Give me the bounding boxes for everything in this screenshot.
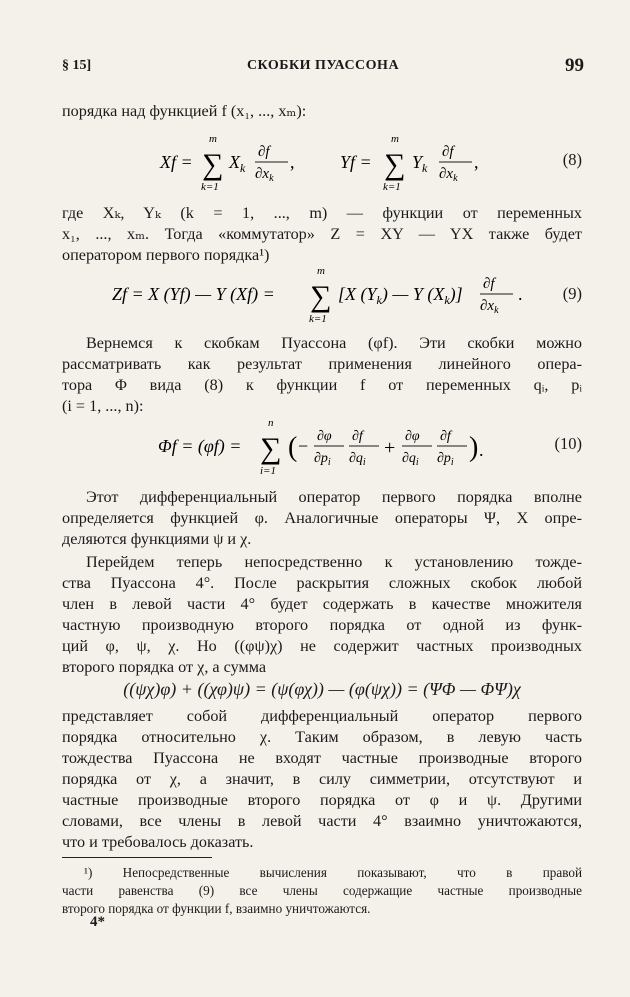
eq9-body: [X $(Y_k)$ — Y $(X_k)$] [338,284,463,307]
text-line: член в левой части 4° будет содержать в качестве множителя [62,595,582,613]
text-line: тождества Пуассона не входят частные производные второго [62,749,582,767]
running-header [62,55,584,82]
paragraph-operator [62,487,582,550]
text-line: представляет собой дифференциальный оператор первого [62,707,582,725]
svg-text:∂f: ∂f [483,276,495,292]
eq9-sum-lower: k=1 [309,313,327,325]
svg-text:∂f: ∂f [442,144,454,160]
running-title: СКОБКИ ПУАССОНА [246,58,400,73]
text-line: что и требовалось доказать. [62,833,254,851]
svg-text:.: . [479,440,484,460]
equation-10 [62,416,582,478]
eq8-sum-lower-right: k=1 [383,181,401,193]
svg-text:∂qi: $\partial q_i$ [349,451,366,468]
svg-text:,: , [474,152,479,172]
eq9-sum: ∑ [310,280,332,313]
eq8-sum-upper-left: m [209,133,217,145]
equation-8-formula [62,128,532,196]
text-line: рассматривать как результат применения линейного опера- [62,355,582,373]
svg-text:.: . [518,284,523,304]
svg-text:∂xk: $\partial x_k$ [480,298,499,316]
equation-9-formula [62,262,542,326]
eq8-sum-upper-right: m [391,133,399,145]
eq8-sum-left: ∑ [202,148,224,181]
equation-number: (8) [562,150,582,169]
text-line: Этот дифференциальный оператор первого порядка вполне [86,488,582,506]
text-line: ций φ, ψ, χ. Но ((φψ)χ) не содержит частных производных [62,637,582,655]
paragraph-poisson-brackets [62,333,582,417]
svg-text:∂φ: ∂φ [405,429,420,444]
svg-text:): ) [469,432,479,463]
eq8-sum-right: ∑ [384,148,406,181]
equation-number: (10) [554,434,582,453]
footnote-line: части равенства (9) все члены содержащие частные производные [62,883,582,898]
footnote-line: ¹) Непосредственные вычисления показывают, что в правой [84,865,582,880]
svg-text:∂qi: $\partial q_i$ [402,451,419,468]
eq8-coef-left: $X_k$ [229,152,246,175]
paragraph-identity [62,552,582,678]
paragraph-conclusion [62,706,582,853]
footnote-rule [62,857,212,858]
text-line: частную производную второго порядка от одной из функ- [62,616,582,634]
equation-sum [62,676,582,706]
eq8-left: Xf = [160,152,193,172]
text-line: тора Φ вида (8) к функции f от переменных qᵢ, pᵢ [62,376,582,394]
eq10-sum-lower: i=1 [260,465,276,477]
svg-text:−: − [298,436,309,456]
text-line: порядка над функцией f (x₁, ..., xₘ): [62,102,307,120]
text-line: x₁, ..., xₘ. Тогда «коммутатор» Z = XY — YX также будет [62,225,582,243]
text-line: определяется функцией φ. Аналогичные операторы Ψ, X опре- [62,509,582,527]
equation-number: (9) [562,284,582,303]
svg-text:+: + [384,437,396,459]
text-line: Перейдем теперь непосредственно к установлению тожде- [86,553,582,571]
eq10-sum: ∑ [260,432,282,465]
text-line: порядка от χ, а значит, в силу симметрии, отсутствуют и [62,770,582,788]
svg-text:∂f: ∂f [352,429,363,444]
equation-10-formula [62,416,522,478]
text-line: (i = 1, ..., n): [62,397,144,415]
eq8-sum-lower-left: k=1 [201,181,219,193]
section-number: § 15] [62,58,92,73]
text-line: словами, все члены в левой части 4° взаимно уничтожаются, [62,812,582,830]
text-line: частные производные второго порядка от φ и ψ. Другими [62,791,582,809]
svg-text:∂f: ∂f [440,429,451,444]
text-line: второго порядка от χ, а сумма [62,658,267,676]
svg-text:(: ( [288,432,298,463]
page-number: 99 [565,55,584,76]
text-line: оператором первого порядка¹) [62,246,270,264]
eq10-sum-upper: n [268,417,274,429]
eq8-coef-right: $Y_k$ [412,152,428,175]
eq9-lhs: Zf = X (Yf) — Y (Xf) = [112,284,275,304]
signature-mark: 4* [90,914,105,930]
eq8-frac-num-left: ∂f [258,144,270,160]
equation-9 [62,262,582,326]
text-line: ства Пуассона 4°. После раскрытия сложных скобок любой [62,574,582,592]
eq10-lhs: Φf = (φf) = [158,436,242,456]
svg-text:∂φ: ∂φ [317,429,332,444]
footnote [62,864,582,918]
text-line: деляются функциями ψ и χ. [62,530,252,548]
eq8-frac-den-left: $\partial x_k$ [255,166,274,184]
equation-sum-text: ((ψχ)φ) + ((χφ)ψ) = (ψ(φχ)) — (φ(ψχ)) = (ΨΦ — ΦΨ)χ [123,679,521,699]
svg-text:∂pi: $\partial p_i$ [314,451,331,468]
eq8-right: Yf = [340,152,372,172]
text-line: порядка относительно χ. Таким образом, в левую часть [62,728,582,746]
text-line: Вернемся к скобкам Пуассона (φf). Эти скобки можно [86,334,582,352]
svg-text:∂pi: $\partial p_i$ [437,451,454,468]
paragraph-intro [62,101,582,122]
footnote-line: второго порядка от функции f, взаимно уничтожаются. [62,901,371,916]
eq9-sum-upper: m [317,265,325,277]
svg-text:∂xk: $\partial x_k$ [439,166,458,184]
equation-8 [62,128,582,196]
svg-text:,: , [290,152,295,172]
paragraph-commutator [62,203,582,266]
text-line: где Xₖ, Yₖ (k = 1, ..., m) — функции от переменных [62,204,582,222]
